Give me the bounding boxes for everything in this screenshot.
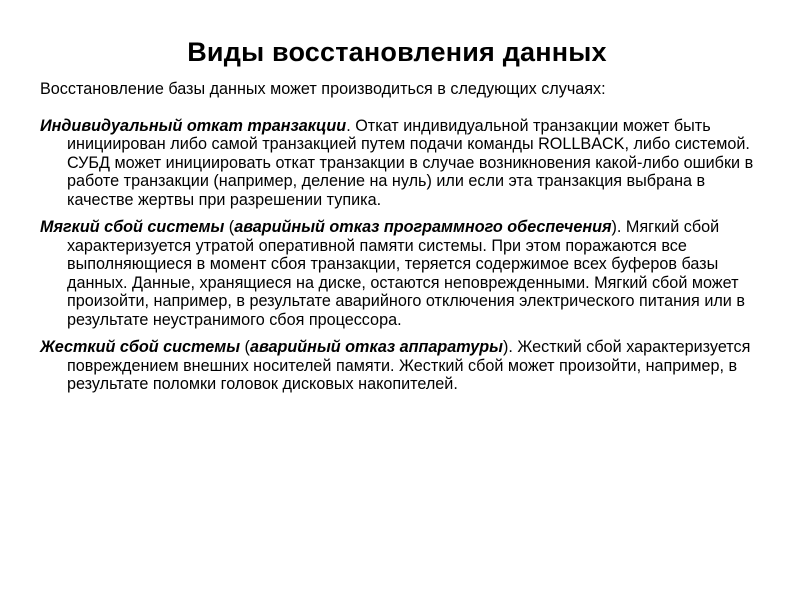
paragraph-text: ). Мягкий сбой характеризуется утратой оперативной памяти системы. При этом поражаются все выполняющиеся в момент сбоя транзакции, теряется содержимое всех буферов базы данных. Данные, хранящиеся на диске, остаются неповрежденными. Мягкий сбой может произойти, например, в результате аварийного отключения электрического питания или в результате неустранимого сбоя процессора. bbox=[67, 218, 745, 329]
paragraph-text: ). Жесткий сбой характеризуется повреждением внешних носителей памяти. Жесткий сбой может произойти, например, в результате поломки головок дисковых накопителей. bbox=[67, 338, 751, 393]
term-transaction-rollback: Индивидуальный откат транзакции bbox=[40, 116, 347, 135]
paren-open: ( bbox=[224, 218, 235, 236]
slide-content bbox=[40, 80, 758, 403]
term-hardware-failure: аварийный отказ аппаратуры bbox=[249, 338, 503, 356]
intro-text: Восстановление базы данных может производиться в следующих случаях: bbox=[40, 80, 606, 98]
term-software-failure: аварийный отказ программного обеспечения bbox=[234, 218, 612, 236]
paragraph-soft-failure bbox=[40, 218, 758, 329]
paragraph-transaction-rollback bbox=[40, 117, 758, 210]
page-title: Виды восстановления данных bbox=[187, 37, 607, 67]
paragraph-hard-failure bbox=[40, 338, 758, 394]
paragraph-text: . Откат индивидуальной транзакции может быть инициирован либо самой транзакцией путем подачи команды ROLLBACK, либо системой. СУБД может инициировать откат транзакции в случае возникновения какой-либо ошибки в работе транзакции (например, деление на нуль) или если эта транзакция выбрана в качестве жертвы при разрешении тупика. bbox=[67, 116, 754, 209]
paren-open: ( bbox=[240, 338, 250, 356]
term-soft-failure: Мягкий сбой системы bbox=[40, 218, 225, 236]
term-hard-failure: Жесткий сбой системы bbox=[40, 338, 241, 356]
